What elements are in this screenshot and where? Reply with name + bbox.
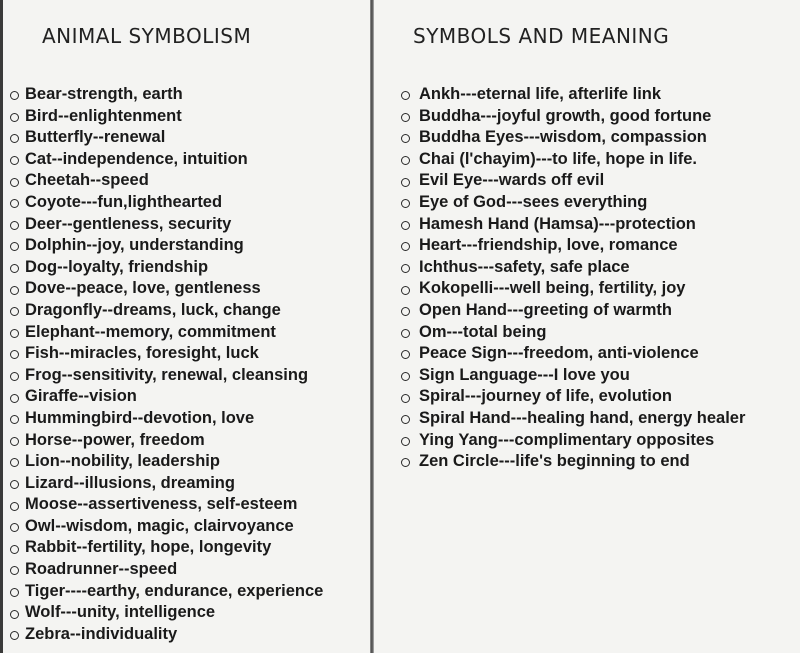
- list-item-text: Moose--assertiveness, self-esteem: [25, 495, 298, 514]
- list-item-text: Buddha---joyful growth, good fortune: [419, 106, 712, 125]
- circle-bullet-icon: [10, 264, 19, 273]
- list-item: [10, 343, 323, 365]
- animal-symbolism-list: [10, 84, 323, 645]
- circle-bullet-icon: [10, 502, 19, 511]
- list-item: [10, 624, 323, 646]
- circle-bullet-icon: [401, 134, 410, 143]
- list-item-text: Heart---friendship, love, romance: [419, 236, 678, 255]
- list-item: [10, 106, 323, 128]
- circle-bullet-icon: [10, 350, 19, 359]
- list-item-text: Horse--power, freedom: [25, 430, 205, 449]
- list-item: [401, 257, 745, 279]
- circle-bullet-icon: [401, 178, 410, 187]
- symbols-meaning-heading: SYMBOLS AND MEANING: [413, 24, 670, 48]
- list-item: [10, 322, 323, 344]
- list-item: [401, 300, 745, 322]
- list-item-text: Dove--peace, love, gentleness: [25, 279, 261, 298]
- list-item-text: Giraffe--vision: [25, 387, 137, 406]
- circle-bullet-icon: [10, 610, 19, 619]
- list-item-text: Buddha Eyes---wisdom, compassion: [419, 128, 707, 147]
- list-item-text: Coyote---fun,lighthearted: [25, 192, 223, 211]
- list-item: [10, 559, 323, 581]
- circle-bullet-icon: [10, 523, 19, 532]
- list-item: [10, 516, 323, 538]
- circle-bullet-icon: [401, 372, 410, 381]
- circle-bullet-icon: [401, 156, 410, 165]
- list-item-text: Dog--loyalty, friendship: [25, 257, 209, 276]
- circle-bullet-icon: [10, 199, 19, 208]
- circle-bullet-icon: [10, 415, 19, 424]
- column-divider: [370, 0, 374, 653]
- list-item-text: Roadrunner--speed: [25, 560, 178, 579]
- list-item: [10, 127, 323, 149]
- list-item: [10, 386, 323, 408]
- list-item: [401, 365, 745, 387]
- circle-bullet-icon: [10, 221, 19, 230]
- circle-bullet-icon: [10, 437, 19, 446]
- list-item-text: Bear-strength, earth: [25, 85, 183, 103]
- circle-bullet-icon: [10, 156, 19, 165]
- circle-bullet-icon: [401, 91, 410, 100]
- circle-bullet-icon: [10, 178, 19, 187]
- list-item: [10, 365, 323, 387]
- circle-bullet-icon: [10, 566, 19, 575]
- list-item: [401, 84, 745, 106]
- circle-bullet-icon: [10, 394, 19, 403]
- circle-bullet-icon: [401, 350, 410, 359]
- list-item-text: Eye of God---sees everything: [419, 192, 648, 211]
- list-item-text: Spiral---journey of life, evolution: [419, 387, 673, 406]
- list-item: [401, 386, 745, 408]
- list-item: [401, 278, 745, 300]
- list-item-text: Fish--miracles, foresight, luck: [25, 344, 259, 363]
- list-item: [10, 235, 323, 257]
- symbols-meaning-list: [401, 84, 745, 473]
- list-item-text: Rabbit--fertility, hope, longevity: [25, 538, 272, 557]
- list-item: [10, 170, 323, 192]
- list-item-text: Deer--gentleness, security: [25, 214, 232, 233]
- list-item-text: Peace Sign---freedom, anti-violence: [419, 344, 699, 363]
- list-item: [401, 451, 745, 473]
- list-item-text: Dolphin--joy, understanding: [25, 236, 244, 255]
- list-item: [401, 106, 745, 128]
- circle-bullet-icon: [10, 286, 19, 295]
- list-item-text: Tiger----earthy, endurance, experience: [25, 581, 324, 600]
- list-item-text: Lizard--illusions, dreaming: [25, 473, 235, 492]
- list-item-text: Hummingbird--devotion, love: [25, 408, 255, 427]
- list-item-text: Spiral Hand---healing hand, energy healer: [419, 408, 746, 427]
- list-item: [10, 192, 323, 214]
- list-item: [401, 430, 745, 452]
- list-item: [10, 408, 323, 430]
- list-item: [10, 602, 323, 624]
- list-item: [401, 235, 745, 257]
- list-item: [10, 214, 323, 236]
- page-left-edge: [0, 0, 3, 653]
- circle-bullet-icon: [401, 199, 410, 208]
- circle-bullet-icon: [10, 113, 19, 122]
- list-item: [10, 300, 323, 322]
- circle-bullet-icon: [401, 221, 410, 230]
- list-item-text: Hamesh Hand (Hamsa)---protection: [419, 214, 696, 233]
- circle-bullet-icon: [10, 458, 19, 467]
- list-item-text: Butterfly--renewal: [25, 128, 166, 147]
- circle-bullet-icon: [401, 415, 410, 424]
- list-item: [401, 408, 745, 430]
- circle-bullet-icon: [401, 329, 410, 338]
- list-item: [401, 149, 745, 171]
- list-item-text: Ichthus---safety, safe place: [419, 257, 630, 276]
- circle-bullet-icon: [10, 631, 19, 640]
- list-item: [10, 473, 323, 495]
- list-item-text: Sign Language---I love you: [419, 365, 630, 384]
- circle-bullet-icon: [401, 458, 410, 467]
- circle-bullet-icon: [10, 329, 19, 338]
- list-item: [10, 581, 323, 603]
- circle-bullet-icon: [10, 91, 19, 100]
- circle-bullet-icon: [401, 307, 410, 316]
- list-item: [10, 451, 323, 473]
- circle-bullet-icon: [401, 437, 410, 446]
- list-item: [401, 127, 745, 149]
- list-item: [401, 214, 745, 236]
- list-item-text: Dragonfly--dreams, luck, change: [25, 300, 281, 319]
- circle-bullet-icon: [401, 264, 410, 273]
- list-item-text: Zen Circle---life's beginning to end: [419, 452, 690, 471]
- circle-bullet-icon: [401, 394, 410, 403]
- list-item-text: Ying Yang---complimentary opposites: [419, 430, 715, 449]
- list-item-text: Chai (l'chayim)---to life, hope in life.: [419, 149, 698, 168]
- circle-bullet-icon: [10, 480, 19, 489]
- list-item-text: Lion--nobility, leadership: [25, 452, 220, 471]
- list-item: [401, 322, 745, 344]
- circle-bullet-icon: [10, 545, 19, 554]
- list-item: [401, 170, 745, 192]
- list-item-text: Om---total being: [419, 322, 547, 341]
- list-item-text: Zebra--individuality: [25, 624, 178, 643]
- circle-bullet-icon: [10, 242, 19, 251]
- list-item: [10, 257, 323, 279]
- circle-bullet-icon: [10, 372, 19, 381]
- list-item: [10, 84, 323, 106]
- list-item-text: Kokopelli---well being, fertility, joy: [419, 279, 686, 298]
- circle-bullet-icon: [10, 134, 19, 143]
- list-item-text: Owl--wisdom, magic, clairvoyance: [25, 516, 294, 535]
- circle-bullet-icon: [401, 242, 410, 251]
- list-item: [10, 430, 323, 452]
- list-item: [10, 494, 323, 516]
- list-item-text: Frog--sensitivity, renewal, cleansing: [25, 365, 309, 384]
- circle-bullet-icon: [10, 588, 19, 597]
- list-item-text: Evil Eye---wards off evil: [419, 171, 605, 190]
- list-item: [401, 343, 745, 365]
- list-item-text: Cheetah--speed: [25, 171, 149, 190]
- list-item-text: Wolf---unity, intelligence: [25, 603, 216, 622]
- list-item-text: Bird--enlightenment: [25, 106, 182, 125]
- circle-bullet-icon: [401, 113, 410, 122]
- list-item: [10, 278, 323, 300]
- animal-symbolism-heading: ANIMAL SYMBOLISM: [42, 24, 252, 48]
- circle-bullet-icon: [401, 286, 410, 295]
- list-item: [401, 192, 745, 214]
- list-item-text: Open Hand---greeting of warmth: [419, 300, 672, 319]
- circle-bullet-icon: [10, 307, 19, 316]
- list-item-text: Ankh---eternal life, afterlife link: [419, 85, 662, 103]
- list-item-text: Elephant--memory, commitment: [25, 322, 276, 341]
- list-item: [10, 149, 323, 171]
- list-item-text: Cat--independence, intuition: [25, 149, 248, 168]
- list-item: [10, 537, 323, 559]
